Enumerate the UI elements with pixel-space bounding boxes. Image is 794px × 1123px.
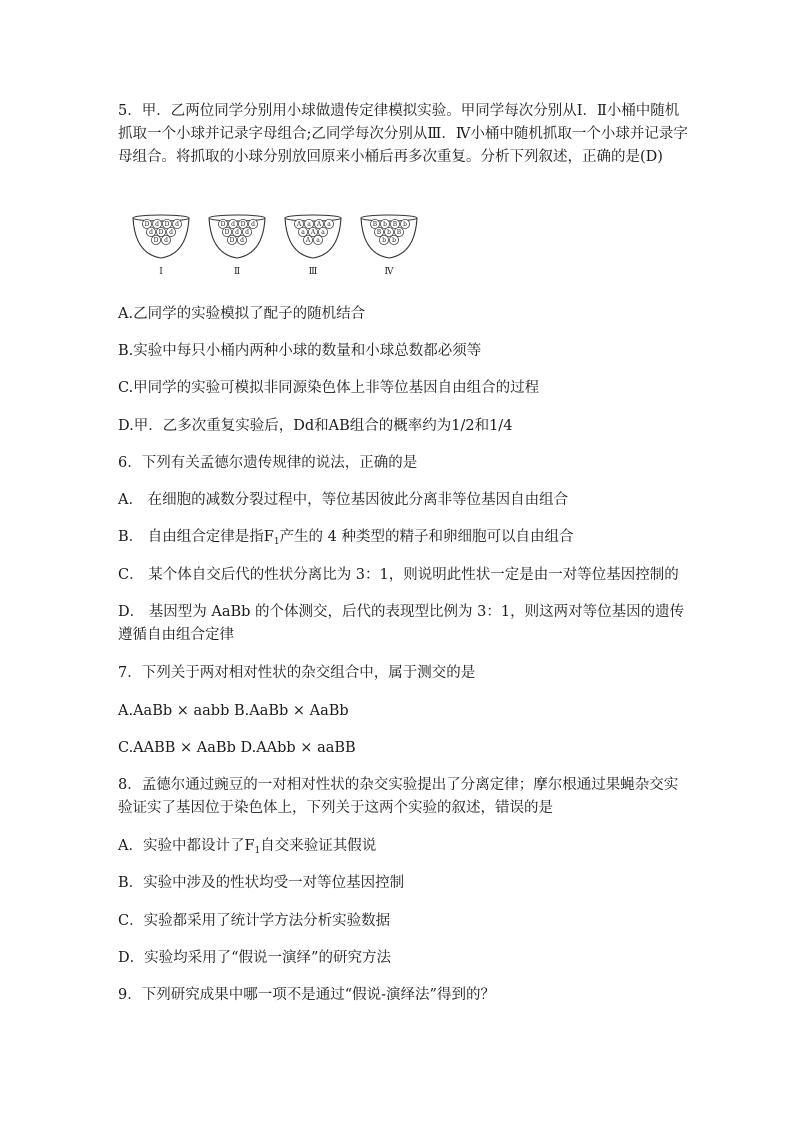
ball-letter: A — [316, 221, 322, 228]
ball-letter: a — [321, 229, 325, 236]
question-5-option-b: B.实验中每只小桶内两种小球的数量和小球总数都必须等 — [118, 343, 482, 359]
question-6-stem: 6．下列有关孟德尔遗传规律的说法，正确的是 — [118, 455, 418, 471]
ball-letter: d — [164, 237, 168, 244]
bucket-rim — [133, 215, 189, 221]
bucket-label: Ⅱ — [233, 267, 241, 277]
ball-letter: a — [316, 237, 320, 244]
ball-letter: a — [327, 221, 331, 228]
question-7-options-line-1: A.AaBb × aabb B.AaBb × AaBb — [118, 703, 349, 719]
subscript: 1 — [273, 537, 280, 547]
ball-letter: D — [164, 221, 170, 228]
ball-letter: a — [307, 221, 311, 228]
ball-letter: b — [392, 237, 396, 244]
ball-letter: b — [387, 229, 391, 236]
question-6-option-a: A． 在细胞的减数分裂过程中，等位基因彼此分离非等位基因自由组合 — [118, 492, 569, 508]
ball-letter: B — [392, 221, 398, 228]
ball-letter: d — [169, 229, 173, 236]
ball-letter: D — [240, 221, 246, 228]
subscript: 1 — [254, 846, 261, 856]
ball-letter: D — [144, 221, 150, 228]
question-5-stem: 5．甲．乙两位同学分别用小球做遗传定律模拟实验。甲同学每次分别从Ⅰ．Ⅱ小桶中随机抓取一个小球并记录字母组合;乙同学每次分别从Ⅲ．Ⅳ小桶中随机抓取一个小球并记录字母组合。将抓取的小球分别放回原来小桶后再多次重复。分析下列叙述，正确的是(D) — [118, 103, 688, 165]
bucket-3 — [285, 215, 341, 277]
question-7-options-line-2: C.AABB × AaBb D.AAbb × aaBB — [118, 740, 356, 756]
ball-letter: d — [149, 229, 153, 236]
ball-letter: A — [305, 237, 311, 244]
question-5-option-c: C.甲同学的实验可模拟非同源染色体上非等位基因自由组合的过程 — [118, 380, 540, 396]
ball-letter: b — [382, 237, 386, 244]
ball-letter: d — [175, 221, 179, 228]
option-text: A．实验中都设计了F — [118, 838, 255, 854]
ball-letter: D — [153, 237, 159, 244]
option-text: 产生的 4 种类型的精子和卵细胞可以自由组合 — [279, 529, 574, 545]
bucket-1 — [133, 215, 189, 277]
bucket-rim — [209, 215, 265, 221]
ball-letter: b — [383, 221, 387, 228]
question-8-option-a — [118, 835, 688, 863]
question-8-option-c: C．实验都采用了统计学方法分析实验数据 — [118, 913, 391, 929]
question-7-stem: 7．下列关于两对相对性状的杂交组合中，属于测交的是 — [118, 665, 476, 681]
ball-letter: D — [229, 237, 235, 244]
ball-letter: d — [235, 229, 239, 236]
bucket-rim — [361, 215, 417, 221]
ball-letter: d — [155, 221, 159, 228]
option-text: B． 自由组合定律是指F — [118, 529, 274, 545]
question-8-option-d: D．实验均采用了“假说一演绎”的研究方法 — [118, 950, 391, 966]
ball-letter: d — [231, 221, 235, 228]
ball-letter: B — [376, 229, 382, 236]
question-9-stem: 9．下列研究成果中哪一项不是通过“假说-演绎法”得到的？ — [118, 987, 495, 1003]
question-5-option-a: A.乙同学的实验模拟了配子的随机结合 — [118, 306, 366, 322]
ball-letter: A — [296, 221, 302, 228]
ball-letter: D — [220, 221, 226, 228]
bucket-label: Ⅳ — [384, 267, 394, 277]
option-text: 自交来验证其假说 — [260, 838, 377, 854]
bucket-label: Ⅲ — [308, 267, 318, 277]
bucket-2 — [209, 215, 265, 277]
bucket-4 — [361, 215, 417, 277]
question-8-option-b: B．实验中涉及的性状均受一对等位基因控制 — [118, 875, 405, 891]
ball-letter: A — [310, 229, 316, 236]
ball-letter: D — [158, 229, 164, 236]
bucket-rim — [285, 215, 341, 221]
question-5-option-d: D.甲．乙多次重复实验后，Dd和AB组合的概率约为1/2和1/4 — [118, 418, 513, 434]
question-8-stem: 8．孟德尔通过豌豆的一对相对性状的杂交实验提出了分离定律；摩尔根通过果蝇杂交实验证实了基因位于染色体上，下列关于这两个实验的叙述，错误的是 — [118, 777, 679, 816]
ball-letter: D — [224, 229, 230, 236]
ball-letter: B — [396, 229, 402, 236]
bucket-label: Ⅰ — [159, 267, 163, 277]
ball-letter: b — [403, 221, 407, 228]
bucket-figure — [118, 206, 418, 282]
question-6-option-d: D． 基因型为 AaBb 的个体测交，后代的表现型比例为 3：1，则这两对等位基因的遗传遵循自由组合定律 — [118, 604, 685, 643]
ball-letter: a — [301, 229, 305, 236]
question-6-option-b — [118, 526, 688, 554]
ball-letter: d — [245, 229, 249, 236]
ball-letter: d — [251, 221, 255, 228]
ball-letter: d — [240, 237, 244, 244]
question-6-option-c: C． 某个体自交后代的性状分离比为 3：1，则说明此性状一定是由一对等位基因控制的 — [118, 567, 679, 583]
ball-letter: B — [372, 221, 378, 228]
